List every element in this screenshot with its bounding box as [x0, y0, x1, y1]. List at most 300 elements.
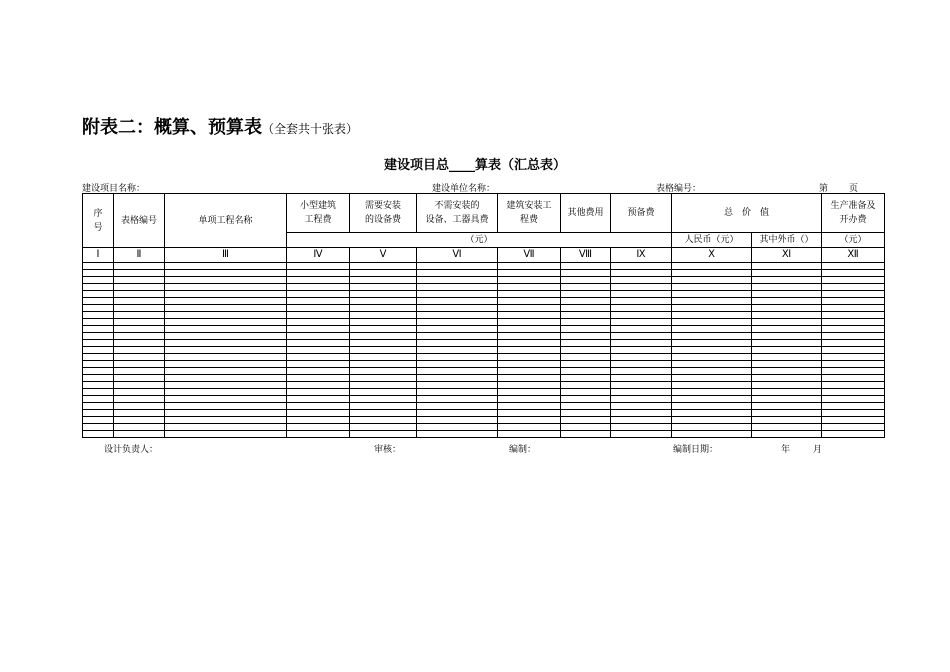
- blank-cell: [498, 403, 561, 410]
- blank-cell: [417, 284, 498, 291]
- blank-cell: [498, 298, 561, 305]
- table-row: [83, 340, 885, 347]
- blank-cell: [165, 410, 287, 417]
- blank-cell: [822, 340, 885, 347]
- blank-cell: [287, 403, 350, 410]
- blank-cell: [83, 263, 114, 270]
- blank-cell: [822, 270, 885, 277]
- blank-cell: [752, 284, 822, 291]
- blank-cell: [287, 396, 350, 403]
- blank-cell: [165, 277, 287, 284]
- blank-cell: [114, 354, 165, 361]
- blank-cell: [561, 305, 611, 312]
- blank-cell: [752, 291, 822, 298]
- date-label: 编制日期：: [673, 445, 719, 455]
- blank-cell: [350, 368, 417, 375]
- blank-cell: [672, 403, 752, 410]
- blank-cell: [672, 319, 752, 326]
- blank-cell: [561, 319, 611, 326]
- blank-cell: [287, 361, 350, 368]
- blank-cell: [114, 305, 165, 312]
- blank-cell: [114, 396, 165, 403]
- blank-cell: [752, 389, 822, 396]
- blank-cell: [561, 375, 611, 382]
- blank-cell: [822, 417, 885, 424]
- blank-cell: [417, 263, 498, 270]
- blank-cell: [417, 340, 498, 347]
- blank-cell: [561, 284, 611, 291]
- roman-cell: Ⅺ: [752, 248, 822, 263]
- blank-cell: [83, 382, 114, 389]
- blank-cell: [822, 305, 885, 312]
- header-rmb: 人民币（元）: [672, 233, 752, 248]
- blank-cell: [611, 424, 672, 431]
- blank-cell: [114, 424, 165, 431]
- blank-cell: [83, 347, 114, 354]
- blank-cell: [114, 347, 165, 354]
- blank-cell: [350, 361, 417, 368]
- blank-cell: [822, 277, 885, 284]
- blank-cell: [417, 417, 498, 424]
- blank-cell: [114, 333, 165, 340]
- table-row: [83, 403, 885, 410]
- blank-cell: [417, 431, 498, 438]
- blank-cell: [165, 403, 287, 410]
- blank-cell: [165, 312, 287, 319]
- designer-label: 设计负责人：: [104, 445, 159, 455]
- blank-cell: [165, 389, 287, 396]
- blank-rows: [83, 263, 885, 438]
- blank-cell: [83, 431, 114, 438]
- blank-cell: [611, 361, 672, 368]
- blank-cell: [822, 326, 885, 333]
- blank-cell: [165, 431, 287, 438]
- blank-cell: [672, 333, 752, 340]
- table-row: [83, 354, 885, 361]
- roman-cell: Ⅴ: [350, 248, 417, 263]
- table-row: [83, 424, 885, 431]
- blank-cell: [83, 396, 114, 403]
- blank-cell: [287, 424, 350, 431]
- blank-cell: [672, 298, 752, 305]
- blank-cell: [672, 340, 752, 347]
- table-row: [83, 305, 885, 312]
- blank-cell: [417, 389, 498, 396]
- project-name-label: 建设项目名称：: [82, 184, 146, 194]
- table-row: [83, 333, 885, 340]
- blank-cell: [672, 424, 752, 431]
- blank-cell: [752, 361, 822, 368]
- blank-cell: [672, 396, 752, 403]
- table-row: [83, 270, 885, 277]
- blank-cell: [114, 361, 165, 368]
- blank-cell: [561, 312, 611, 319]
- blank-cell: [672, 354, 752, 361]
- blank-cell: [287, 431, 350, 438]
- blank-cell: [561, 277, 611, 284]
- blank-cell: [752, 396, 822, 403]
- blank-cell: [672, 263, 752, 270]
- blank-cell: [822, 375, 885, 382]
- blank-cell: [752, 375, 822, 382]
- blank-cell: [672, 389, 752, 396]
- blank-cell: [417, 312, 498, 319]
- blank-cell: [165, 382, 287, 389]
- blank-cell: [498, 291, 561, 298]
- blank-cell: [561, 410, 611, 417]
- table-title: 建设项目总____算表（汇总表）: [383, 158, 566, 173]
- blank-cell: [561, 270, 611, 277]
- blank-cell: [498, 305, 561, 312]
- table-row: [83, 347, 885, 354]
- blank-cell: [350, 396, 417, 403]
- blank-cell: [498, 389, 561, 396]
- blank-cell: [498, 354, 561, 361]
- blank-cell: [83, 410, 114, 417]
- roman-cell: Ⅰ: [83, 248, 114, 263]
- blank-cell: [350, 403, 417, 410]
- blank-cell: [417, 368, 498, 375]
- blank-cell: [350, 333, 417, 340]
- header-build-install: 建筑安装工 程费: [498, 194, 561, 233]
- blank-cell: [752, 263, 822, 270]
- blank-cell: [114, 263, 165, 270]
- blank-cell: [672, 410, 752, 417]
- table-row: [83, 298, 885, 305]
- roman-cell: Ⅵ: [417, 248, 498, 263]
- blank-cell: [822, 410, 885, 417]
- blank-cell: [752, 347, 822, 354]
- blank-cell: [417, 277, 498, 284]
- table-row: [83, 382, 885, 389]
- blank-cell: [83, 270, 114, 277]
- table-row: [83, 284, 885, 291]
- blank-cell: [561, 354, 611, 361]
- blank-cell: [498, 424, 561, 431]
- blank-cell: [822, 312, 885, 319]
- table-row: [83, 396, 885, 403]
- blank-cell: [822, 431, 885, 438]
- header-equip-install: 需要安装 的设备费: [350, 194, 417, 233]
- blank-cell: [822, 347, 885, 354]
- blank-cell: [287, 354, 350, 361]
- blank-cell: [611, 396, 672, 403]
- blank-cell: [498, 410, 561, 417]
- blank-cell: [165, 305, 287, 312]
- blank-cell: [287, 382, 350, 389]
- blank-cell: [83, 361, 114, 368]
- blank-cell: [822, 298, 885, 305]
- blank-cell: [350, 375, 417, 382]
- blank-cell: [752, 333, 822, 340]
- blank-cell: [114, 270, 165, 277]
- blank-cell: [350, 284, 417, 291]
- blank-cell: [752, 354, 822, 361]
- blank-cell: [611, 319, 672, 326]
- blank-cell: [165, 298, 287, 305]
- blank-cell: [752, 312, 822, 319]
- blank-cell: [752, 410, 822, 417]
- blank-cell: [611, 389, 672, 396]
- blank-cell: [417, 270, 498, 277]
- blank-cell: [611, 431, 672, 438]
- blank-cell: [417, 326, 498, 333]
- blank-cell: [498, 382, 561, 389]
- blank-cell: [350, 319, 417, 326]
- blank-cell: [417, 403, 498, 410]
- blank-cell: [498, 361, 561, 368]
- blank-cell: [287, 326, 350, 333]
- blank-cell: [611, 333, 672, 340]
- blank-cell: [165, 326, 287, 333]
- blank-cell: [611, 347, 672, 354]
- blank-cell: [822, 389, 885, 396]
- blank-cell: [561, 333, 611, 340]
- blank-cell: [611, 375, 672, 382]
- summary-table: [82, 193, 885, 438]
- roman-cell: Ⅻ: [822, 248, 885, 263]
- blank-cell: [83, 354, 114, 361]
- reviewer-label: 审核：: [374, 445, 402, 455]
- header-reserve-fees: 预备费: [611, 194, 672, 233]
- blank-cell: [287, 263, 350, 270]
- blank-cell: [611, 340, 672, 347]
- blank-cell: [561, 417, 611, 424]
- table-row: [83, 291, 885, 298]
- blank-cell: [83, 389, 114, 396]
- roman-cell: Ⅳ: [287, 248, 350, 263]
- blank-cell: [498, 277, 561, 284]
- blank-cell: [350, 354, 417, 361]
- blank-cell: [672, 417, 752, 424]
- blank-cell: [611, 417, 672, 424]
- blank-cell: [672, 305, 752, 312]
- header-small-build: 小型建筑 工程费: [287, 194, 350, 233]
- blank-cell: [114, 375, 165, 382]
- blank-cell: [417, 298, 498, 305]
- blank-cell: [417, 424, 498, 431]
- header-seq: 序 号: [83, 194, 114, 248]
- document-heading: [82, 113, 358, 139]
- blank-cell: [561, 347, 611, 354]
- blank-cell: [498, 340, 561, 347]
- blank-cell: [165, 375, 287, 382]
- blank-cell: [822, 284, 885, 291]
- table-row: [83, 375, 885, 382]
- blank-cell: [114, 298, 165, 305]
- blank-cell: [561, 361, 611, 368]
- blank-cell: [114, 284, 165, 291]
- blank-cell: [287, 305, 350, 312]
- blank-cell: [498, 284, 561, 291]
- table-row: [83, 410, 885, 417]
- blank-cell: [611, 368, 672, 375]
- blank-cell: [752, 270, 822, 277]
- blank-cell: [287, 298, 350, 305]
- header-no-install: 不需安装的 设备、工器具费: [417, 194, 498, 233]
- blank-cell: [561, 396, 611, 403]
- table-row: [83, 326, 885, 333]
- table-row: [83, 312, 885, 319]
- table-row: [83, 389, 885, 396]
- blank-cell: [752, 340, 822, 347]
- blank-cell: [561, 382, 611, 389]
- blank-cell: [287, 333, 350, 340]
- blank-cell: [611, 284, 672, 291]
- table-row: [83, 361, 885, 368]
- blank-cell: [114, 326, 165, 333]
- blank-cell: [350, 263, 417, 270]
- blank-cell: [498, 375, 561, 382]
- blank-cell: [672, 347, 752, 354]
- blank-cell: [350, 326, 417, 333]
- blank-cell: [165, 340, 287, 347]
- blank-cell: [350, 270, 417, 277]
- blank-cell: [114, 382, 165, 389]
- blank-cell: [287, 375, 350, 382]
- blank-cell: [165, 368, 287, 375]
- roman-numeral-row: [83, 248, 885, 263]
- blank-cell: [752, 319, 822, 326]
- blank-cell: [672, 312, 752, 319]
- blank-cell: [165, 270, 287, 277]
- blank-cell: [498, 368, 561, 375]
- header-unit-yuan: （元）: [287, 233, 672, 248]
- blank-cell: [672, 291, 752, 298]
- blank-cell: [561, 431, 611, 438]
- blank-cell: [822, 263, 885, 270]
- blank-cell: [287, 340, 350, 347]
- blank-cell: [165, 354, 287, 361]
- blank-cell: [287, 319, 350, 326]
- blank-cell: [822, 368, 885, 375]
- blank-cell: [287, 410, 350, 417]
- blank-cell: [165, 291, 287, 298]
- blank-cell: [561, 326, 611, 333]
- header-other-fees: 其他费用: [561, 194, 611, 233]
- header-form-no: 表格编号: [114, 194, 165, 248]
- blank-cell: [165, 333, 287, 340]
- roman-cell: Ⅶ: [498, 248, 561, 263]
- blank-cell: [287, 347, 350, 354]
- blank-cell: [83, 340, 114, 347]
- blank-cell: [350, 312, 417, 319]
- header-total-value: 总 价 值: [672, 194, 822, 233]
- blank-cell: [672, 326, 752, 333]
- blank-cell: [417, 375, 498, 382]
- blank-cell: [752, 277, 822, 284]
- form-number-label: 表格编号：: [656, 184, 702, 194]
- blank-cell: [672, 270, 752, 277]
- blank-cell: [822, 361, 885, 368]
- blank-cell: [611, 291, 672, 298]
- blank-cell: [114, 312, 165, 319]
- blank-cell: [350, 424, 417, 431]
- blank-cell: [561, 340, 611, 347]
- blank-cell: [417, 396, 498, 403]
- blank-cell: [350, 298, 417, 305]
- blank-cell: [752, 326, 822, 333]
- blank-cell: [417, 354, 498, 361]
- blank-cell: [165, 396, 287, 403]
- blank-cell: [165, 417, 287, 424]
- blank-cell: [611, 270, 672, 277]
- blank-cell: [350, 305, 417, 312]
- blank-cell: [83, 333, 114, 340]
- blank-cell: [287, 417, 350, 424]
- blank-cell: [672, 382, 752, 389]
- page-ye-label: 页: [849, 184, 859, 194]
- blank-cell: [672, 368, 752, 375]
- blank-cell: [498, 263, 561, 270]
- blank-cell: [350, 410, 417, 417]
- blank-cell: [752, 305, 822, 312]
- blank-cell: [822, 291, 885, 298]
- table-row: [83, 277, 885, 284]
- blank-cell: [114, 417, 165, 424]
- blank-cell: [83, 319, 114, 326]
- table-row: [83, 417, 885, 424]
- blank-cell: [287, 291, 350, 298]
- blank-cell: [498, 417, 561, 424]
- blank-cell: [417, 333, 498, 340]
- blank-cell: [287, 368, 350, 375]
- blank-cell: [611, 326, 672, 333]
- blank-cell: [561, 368, 611, 375]
- blank-cell: [822, 396, 885, 403]
- blank-cell: [350, 417, 417, 424]
- unit-name-label: 建设单位名称：: [432, 184, 496, 194]
- blank-cell: [83, 305, 114, 312]
- blank-cell: [83, 424, 114, 431]
- blank-cell: [350, 431, 417, 438]
- blank-cell: [611, 403, 672, 410]
- blank-cell: [611, 382, 672, 389]
- blank-cell: [822, 424, 885, 431]
- header-prep: 生产准备及 开办费: [822, 194, 885, 233]
- blank-cell: [752, 417, 822, 424]
- blank-cell: [114, 403, 165, 410]
- blank-cell: [165, 424, 287, 431]
- blank-cell: [611, 410, 672, 417]
- blank-cell: [417, 305, 498, 312]
- blank-cell: [561, 403, 611, 410]
- header-item-name: 单项工程名称: [165, 194, 287, 248]
- roman-cell: Ⅷ: [561, 248, 611, 263]
- blank-cell: [611, 312, 672, 319]
- blank-cell: [83, 284, 114, 291]
- blank-cell: [83, 312, 114, 319]
- blank-cell: [611, 298, 672, 305]
- blank-cell: [165, 347, 287, 354]
- blank-cell: [561, 424, 611, 431]
- blank-cell: [752, 368, 822, 375]
- blank-cell: [611, 277, 672, 284]
- table-row: [83, 319, 885, 326]
- blank-cell: [114, 431, 165, 438]
- year-label: 年: [781, 445, 791, 455]
- blank-cell: [417, 361, 498, 368]
- roman-cell: Ⅲ: [165, 248, 287, 263]
- blank-cell: [287, 389, 350, 396]
- blank-cell: [822, 319, 885, 326]
- blank-cell: [350, 347, 417, 354]
- blank-cell: [561, 298, 611, 305]
- blank-cell: [498, 431, 561, 438]
- roman-cell: Ⅱ: [114, 248, 165, 263]
- table-row: [83, 263, 885, 270]
- blank-cell: [287, 284, 350, 291]
